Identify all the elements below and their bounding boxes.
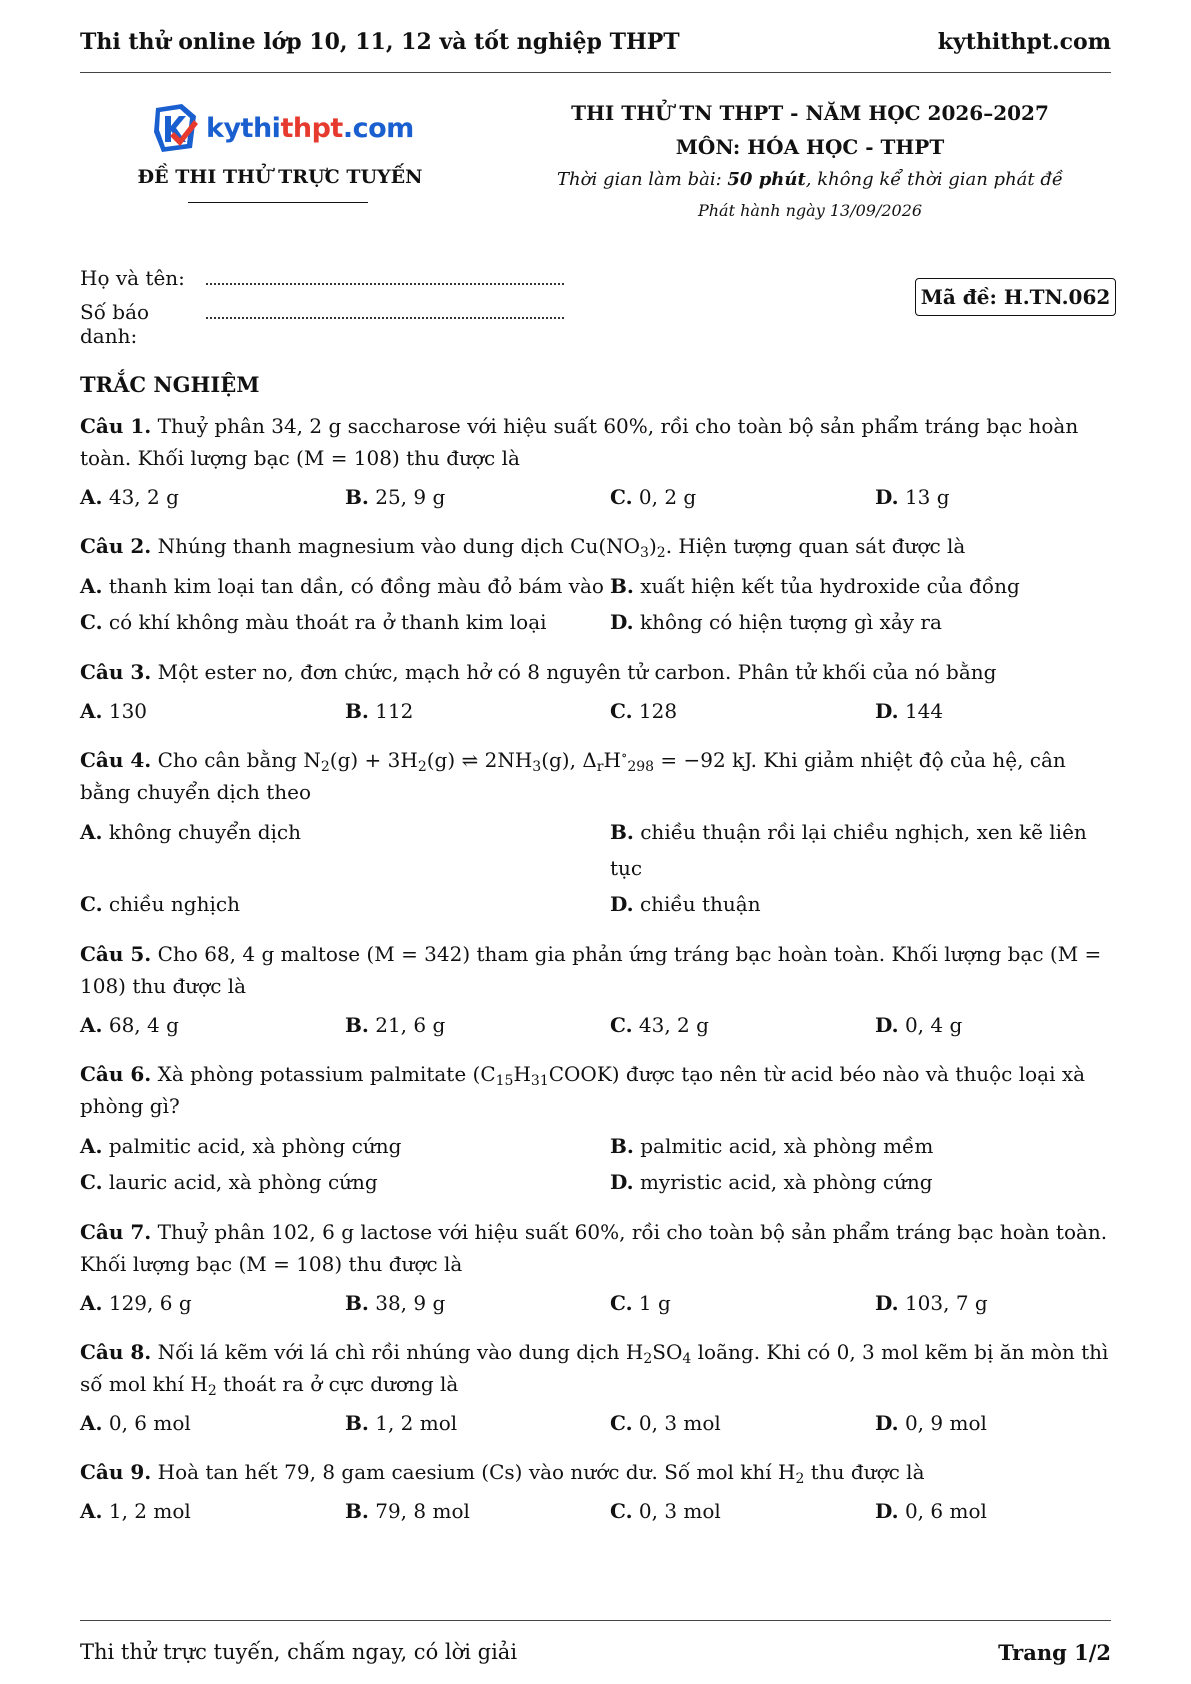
question-text [80,1058,1115,1122]
student-name-field[interactable] [206,271,564,285]
subscript: 15 [495,1073,514,1090]
question-number: Câu 8. [80,1340,152,1364]
question-text [80,744,1115,808]
option-letter: A. [80,820,103,844]
logo-wordmark [206,113,414,144]
page-header [80,22,1111,62]
option-text: 13 g [898,485,950,509]
option-letter: D. [875,1411,899,1435]
question-body: thu được là [804,1460,925,1484]
option-letter: C. [80,892,103,916]
logo-text-c: .com [342,112,414,144]
page-number: Trang 1/2 [998,1640,1111,1665]
option-b[interactable] [345,694,610,728]
question-body: H [603,748,621,772]
footer-divider [80,1620,1111,1621]
option-letter: C. [610,1411,633,1435]
question-body: H [513,1062,531,1086]
option-text: 0, 9 mol [898,1411,987,1435]
option-text: không chuyển dịch [102,820,302,844]
question-number: Câu 3. [80,660,152,684]
question-number: Câu 1. [80,414,152,438]
option-text: 21, 6 g [368,1013,446,1037]
option-letter: C. [610,699,633,723]
question-number: Câu 2. [80,534,152,558]
option-text: 79, 8 mol [368,1499,470,1523]
exam-type-label: ĐỀ THI THỬ TRỰC TUYẾN [137,166,423,188]
option-b[interactable] [610,568,1115,604]
subscript: 31 [530,1073,549,1090]
option-c[interactable] [610,1008,875,1042]
subscript: 2 [643,1351,653,1368]
question-body: COOK) được tạo nên từ acid béo nào và thuộc loại xà phòng gì? [80,1062,1086,1118]
option-text: không có hiện tượng gì xảy ra [633,610,942,634]
duration-value: 50 phút [727,169,806,190]
option-text: xuất hiện kết tủa hydroxide của đồng [633,574,1020,598]
option-c[interactable] [80,886,610,922]
answer-options [80,1406,1115,1440]
question-body: Một ester no, đơn chức, mạch hở có 8 nguyên tử carbon. Phân tử khối của nó bằng [151,660,997,684]
answer-options [80,1008,1115,1042]
option-text: lauric acid, xà phòng cứng [102,1170,378,1194]
question-number: Câu 9. [80,1460,152,1484]
subscript: 4 [682,1351,692,1368]
question-body: thoát ra ở cực dương là [216,1372,459,1396]
question-body: SO [652,1340,683,1364]
question-9 [80,1456,1115,1528]
answer-options [80,480,1115,514]
option-a[interactable] [80,814,610,886]
option-letter: A. [80,699,103,723]
option-letter: C. [610,1291,633,1315]
option-text: 0, 2 g [632,485,697,509]
option-text: chiều thuận rồi lại chiều nghịch, xen kẽ liên tục [610,820,1087,880]
option-d[interactable] [875,694,1115,728]
option-letter: B. [345,485,369,509]
question-body: Nối lá kẽm với lá chì rồi nhúng vào dung dịch H [151,1340,644,1364]
option-c[interactable] [610,480,875,514]
option-a[interactable] [80,1128,610,1164]
exam-duration [540,164,1080,196]
question-body: . Hiện tượng quan sát được là [665,534,966,558]
option-a[interactable] [80,1286,345,1320]
question-5 [80,938,1115,1042]
header-site-name: kythithpt.com [937,29,1111,55]
option-letter: B. [345,1291,369,1315]
logo-text-b: thpt [280,112,343,144]
option-text: chiều thuận [633,892,761,916]
question-body: Cho cân bằng N [151,748,321,772]
option-text: 144 [898,699,944,723]
question-1 [80,410,1115,514]
question-3 [80,656,1115,728]
student-id-field[interactable] [206,305,564,319]
student-name-row [80,266,564,300]
question-body: (g) ⇌ 2NH [426,748,533,772]
option-a[interactable] [80,480,345,514]
question-body: Thuỷ phân 102, 6 g lactose với hiệu suất 60%, rồi cho toàn bộ sản phẩm tráng bạc hoàn toàn. Khối lượng bạc (M = 108) thu được là [80,1220,1108,1276]
answer-options [80,1286,1115,1320]
option-text: 25, 9 g [368,485,446,509]
option-text: 129, 6 g [102,1291,192,1315]
option-d[interactable] [875,1008,1115,1042]
option-letter: B. [345,1499,369,1523]
logo-text-a: kythi [206,112,281,144]
question-body: = −92 kJ. Khi giảm nhiệt độ của hệ, cân bằng chuyển dịch theo [80,748,1066,804]
question-text [80,938,1115,1002]
option-text: 0, 4 g [898,1013,963,1037]
option-letter: D. [610,892,634,916]
option-text: myristic acid, xà phòng cứng [633,1170,933,1194]
option-b[interactable] [345,1406,610,1440]
duration-prefix: Thời gian làm bài: [557,169,728,190]
option-letter: B. [345,1013,369,1037]
question-body: loãng. Khi có 0, 3 mol kẽm bị ăn mòn thì số mol khí H [80,1340,1109,1396]
option-letter: C. [610,485,633,509]
subscript: 3 [532,759,542,776]
option-a[interactable] [80,694,345,728]
subscript: 2 [656,545,666,562]
exam-title: THI THỬ TN THPT - NĂM HỌC 2026–2027 [571,101,1049,125]
option-c[interactable] [80,604,610,640]
student-info [80,266,564,348]
answer-options [80,814,1115,922]
option-letter: A. [80,1134,103,1158]
option-letter: C. [610,1013,633,1037]
option-letter: A. [80,1411,103,1435]
release-date: Phát hành ngày 13/09/2026 [697,201,923,220]
question-text [80,1336,1115,1400]
option-b[interactable] [610,1128,1115,1164]
option-letter: A. [80,574,103,598]
option-a[interactable] [80,1494,345,1528]
duration-suffix: , không kể thời gian phát đề [805,169,1063,190]
option-d[interactable] [610,604,1115,640]
option-text: có khí không màu thoát ra ở thanh kim loại [102,610,547,634]
option-b[interactable] [345,480,610,514]
question-8 [80,1336,1115,1440]
option-letter: A. [80,1499,103,1523]
option-a[interactable] [80,1008,345,1042]
option-b[interactable] [610,814,1115,886]
option-letter: C. [80,1170,103,1194]
option-c[interactable] [610,1286,875,1320]
question-number: Câu 4. [80,748,152,772]
question-body: Xà phòng potassium palmitate (C [151,1062,496,1086]
option-letter: D. [610,1170,634,1194]
option-letter: B. [610,820,634,844]
option-letter: B. [610,1134,634,1158]
student-id-row [80,300,564,348]
logo-icon [152,102,200,154]
option-text: 1, 2 mol [102,1499,191,1523]
footer-tagline: Thi thử trực tuyến, chấm ngay, có lời giải [80,1640,518,1664]
option-b[interactable] [345,1494,610,1528]
option-letter: D. [610,610,634,634]
option-text: 0, 6 mol [898,1499,987,1523]
option-letter: D. [875,1291,899,1315]
question-2 [80,530,1115,640]
option-c[interactable] [610,1406,875,1440]
question-4 [80,744,1115,922]
question-body: ) [648,534,657,558]
option-text: 38, 9 g [368,1291,446,1315]
option-text: 0, 3 mol [632,1411,721,1435]
question-body: Cho 68, 4 g maltose (M = 342) tham gia phản ứng tráng bạc hoàn toàn. Khối lượng bạc (M = 108) thu được là [80,942,1102,998]
option-d[interactable] [875,480,1115,514]
header-left-text: Thi thử online lớp 10, 11, 12 và tốt nghiệp THPT [80,29,680,55]
exam-heading [540,96,1080,226]
subscript: 2 [417,759,427,776]
option-text: 112 [368,699,414,723]
option-text: 128 [632,699,678,723]
option-letter: B. [610,574,634,598]
question-text [80,656,1115,688]
option-text: palmitic acid, xà phòng cứng [102,1134,402,1158]
option-letter: A. [80,485,103,509]
option-a[interactable] [80,568,610,604]
answer-options [80,568,1115,640]
option-letter: D. [875,1013,899,1037]
answer-options [80,694,1115,728]
question-body: (g), Δ [541,748,597,772]
exam-code-box: Mã đề: H.TN.062 [915,278,1116,316]
exam-subject: MÔN: HÓA HỌC - THPT [675,135,945,159]
question-list [80,410,1115,1544]
section-title: TRẮC NGHIỆM [80,372,260,397]
question-text [80,1216,1115,1280]
answer-options [80,1494,1115,1528]
option-letter: C. [610,1499,633,1523]
option-letter: C. [80,610,103,634]
question-text [80,530,1115,562]
option-b[interactable] [345,1286,610,1320]
option-c[interactable] [80,1164,610,1200]
question-body: Hoà tan hết 79, 8 gam caesium (Cs) vào nước dư. Số mol khí H [151,1460,796,1484]
option-a[interactable] [80,1406,345,1440]
question-number: Câu 5. [80,942,152,966]
question-body: (g) + 3H [329,748,418,772]
option-b[interactable] [345,1008,610,1042]
option-text: 1 g [632,1291,671,1315]
option-d[interactable] [875,1406,1115,1440]
option-text: 130 [102,699,148,723]
option-text: 0, 6 mol [102,1411,191,1435]
option-letter: A. [80,1291,103,1315]
question-number: Câu 7. [80,1220,152,1244]
subscript: 2 [207,1383,217,1400]
question-6 [80,1058,1115,1200]
student-id-label: Số báo danh: [80,300,150,348]
subscript: 2 [320,759,330,776]
option-text: chiều nghịch [102,892,240,916]
question-text [80,1456,1115,1488]
option-text: palmitic acid, xà phòng mềm [633,1134,934,1158]
subscript: 2 [795,1471,805,1488]
superscript: ∘ [620,748,628,764]
question-7 [80,1216,1115,1320]
question-text [80,410,1115,474]
student-name-label: Họ và tên: [80,266,185,290]
header-divider [80,72,1111,73]
option-text: 1, 2 mol [368,1411,458,1435]
subscript: 298 [627,759,655,776]
site-logo [152,100,414,156]
option-c[interactable] [610,694,875,728]
subscript: r [596,759,604,776]
answer-options [80,1128,1115,1200]
option-text: thanh kim loại tan dần, có đồng màu đỏ bám vào [102,574,604,598]
option-letter: D. [875,485,899,509]
option-letter: D. [875,1499,899,1523]
exam-type-underline [188,202,368,203]
subscript: 3 [640,545,649,562]
option-d[interactable] [875,1286,1115,1320]
option-text: 103, 7 g [898,1291,988,1315]
option-c[interactable] [610,1494,875,1528]
option-d[interactable] [610,1164,1115,1200]
option-d[interactable] [875,1494,1115,1528]
question-body: Nhúng thanh magnesium vào dung dịch Cu(NO [151,534,641,558]
option-text: 0, 3 mol [632,1499,721,1523]
option-text: 68, 4 g [102,1013,179,1037]
option-text: 43, 2 g [102,485,179,509]
option-letter: D. [875,699,899,723]
page-footer [80,1640,1111,1665]
option-letter: B. [345,699,369,723]
question-number: Câu 6. [80,1062,152,1086]
option-letter: A. [80,1013,103,1037]
option-text: 43, 2 g [632,1013,709,1037]
question-body: Thuỷ phân 34, 2 g saccharose với hiệu suất 60%, rồi cho toàn bộ sản phẩm tráng bạc hoàn toàn. Khối lượng bạc (M = 108) thu được là [80,414,1079,470]
option-d[interactable] [610,886,1115,922]
option-letter: B. [345,1411,369,1435]
